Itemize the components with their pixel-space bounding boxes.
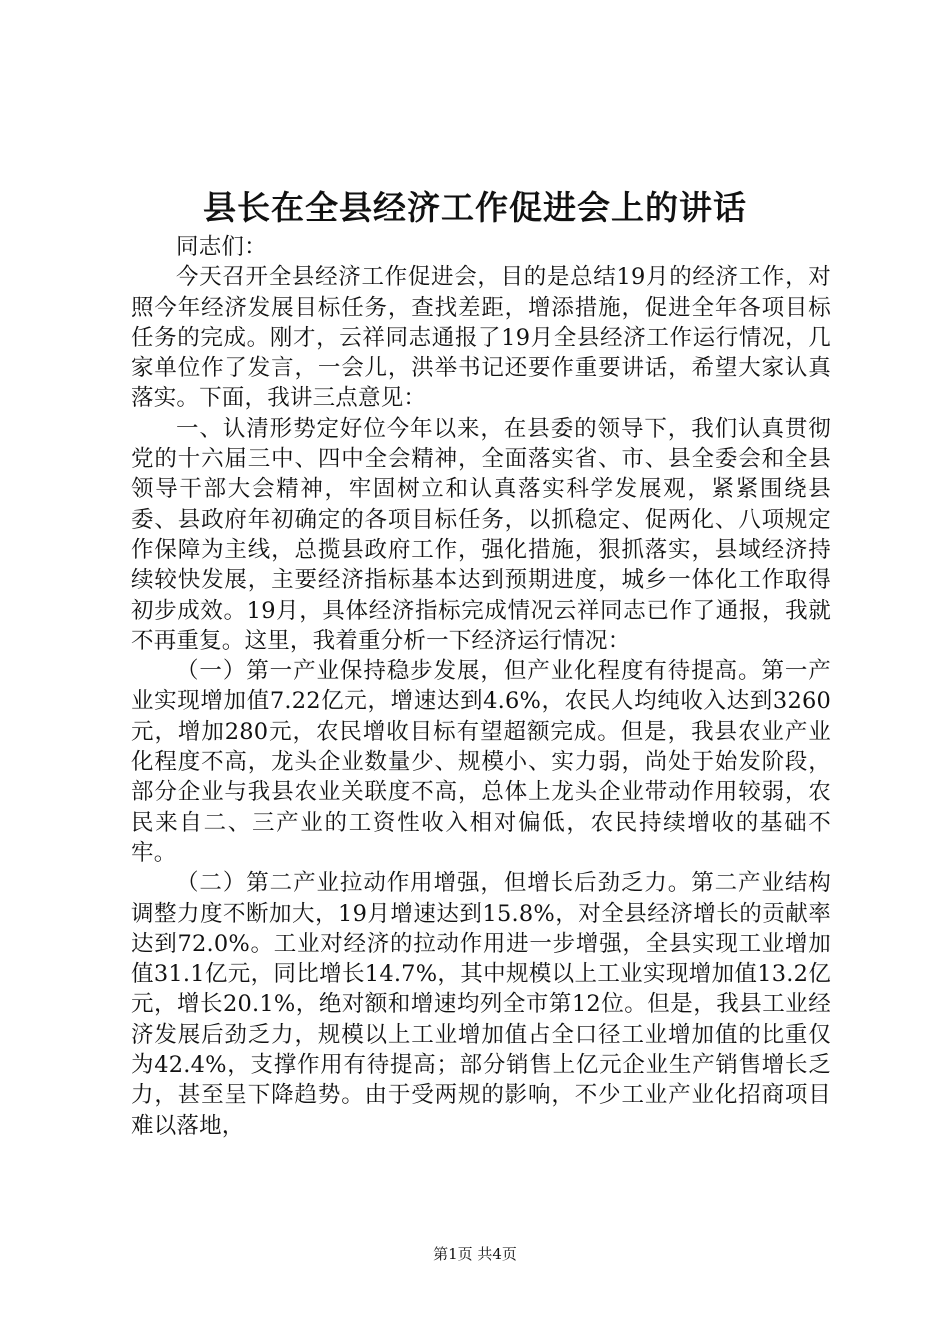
paragraph-salutation: 同志们： <box>176 234 267 260</box>
page-number-footer: 第1页 共4页 <box>433 1245 517 1263</box>
document-title: 县长在全县经济工作促进会上的讲话 <box>203 188 747 227</box>
paragraph-primary-industry: （一）第一产业保持稳步发展，但产业化程度有待提高。第一产业实现增加值7.22亿元，增速达到4.6%，农民人均纯收入达到3260元，增加280元，农民增收目标有望超额完成。但是，我县农业产业化程度不高，龙头企业数量少、规模小、实力弱，尚处于始发阶段，部分企业与我县农业关联度不高，总体上龙头企业带动作用较弱，农民来自二、三产业的工资性收入相对偏低，农民持续增收的基础不牢。 <box>131 658 831 866</box>
paragraph-secondary-industry: （二）第二产业拉动作用增强，但增长后劲乏力。第二产业结构调整力度不断加大，19月增速达到15.8%，对全县经济增长的贡献率达到72.0%。工业对经济的拉动作用进一步增强，全县实现工业增加值31.1亿元，同比增长14.7%，其中规模以上工业实现增加值13.2亿元，增长20.1%，绝对额和增速均列全市第12位。但是，我县工业经济发展后劲乏力，规模以上工业增加值占全口径工业增加值的比重仅为42.4%，支撑作用有待提高；部分销售上亿元企业生产销售增长乏力，甚至呈下降趋势。由于受两规的影响，不少工业产业化招商项目难以落地， <box>131 870 831 1139</box>
document-body <box>131 232 831 1141</box>
paragraph-intro: 今天召开全县经济工作促进会，目的是总结19月的经济工作，对照今年经济发展目标任务，查找差距，增添措施，促进全年各项目标任务的完成。刚才，云祥同志通报了19月全县经济工作运行情况，几家单位作了发言，一会儿，洪举书记还要作重要讲话，希望大家认真落实。下面，我讲三点意见： <box>131 264 831 412</box>
paragraph-section-one: 一、认清形势定好位今年以来，在县委的领导下，我们认真贯彻党的十六届三中、四中全会精神，全面落实省、市、县全委会和全县领导干部大会精神，牢固树立和认真落实科学发展观，紧紧围绕县委、县政府年初确定的各项目标任务，以抓稳定、促两化、八项规定作保障为主线，总揽县政府工作，强化措施，狠抓落实，县域经济持续较快发展，主要经济指标基本达到预期进度，城乡一体化工作取得初步成效。19月，具体经济指标完成情况云祥同志已作了通报，我就不再重复。这里，我着重分析一下经济运行情况： <box>131 415 831 654</box>
